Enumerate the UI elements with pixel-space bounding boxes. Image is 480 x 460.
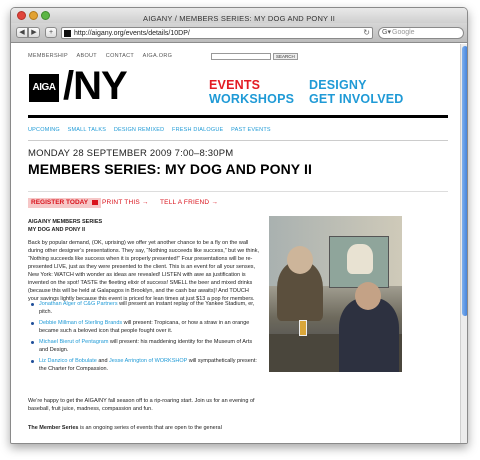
forward-button[interactable]: ▶: [28, 27, 40, 38]
menu-designy[interactable]: DESIGNY: [309, 78, 367, 92]
subnav-fresh-dialogue[interactable]: FRESH DIALOGUE: [172, 127, 224, 133]
subnav-past-events[interactable]: PAST EVENTS: [231, 127, 271, 133]
site-search-input[interactable]: [211, 53, 271, 60]
back-button[interactable]: ◀: [16, 27, 28, 38]
aiga-logo[interactable]: AIGA: [29, 74, 59, 102]
title-bar: [11, 8, 467, 23]
speaker-list: [28, 300, 260, 376]
subnav-design-remixed[interactable]: DESIGN REMIXED: [113, 127, 165, 133]
list-item: [28, 338, 260, 354]
nav-contact[interactable]: CONTACT: [105, 53, 135, 59]
register-icon: [92, 200, 98, 205]
speaker-link[interactable]: Jesse Arrington of WORKSHOP: [109, 358, 188, 364]
minimize-window-button[interactable]: [29, 11, 38, 20]
browser-window: [10, 7, 468, 444]
top-nav: [28, 53, 179, 59]
event-title: MEMBERS SERIES: MY DOG AND PONY II: [28, 161, 312, 177]
register-button[interactable]: [28, 198, 101, 208]
browser-toolbar: [11, 23, 467, 43]
window-title: AIGANY / MEMBERS SERIES: MY DOG AND PONY II: [143, 14, 335, 23]
address-bar[interactable]: [61, 27, 373, 39]
photo-person-head: [355, 282, 381, 310]
nav-about[interactable]: ABOUT: [76, 53, 97, 59]
photo-person-head: [287, 246, 313, 274]
speaker-link[interactable]: Jonathan Alger of C&G Partners: [39, 301, 118, 307]
scrollbar-thumb[interactable]: [462, 46, 468, 316]
event-date: MONDAY 28 SEPTEMBER 2009 7:00–8:30PM: [28, 148, 234, 159]
search-placeholder: Google: [392, 29, 415, 36]
intro-paragraph: Back by popular demand, (OK, uprising) we offer yet another chance to be a fly on the wall during other designer’s presentations. They say, “Nothing succeeds like success,” but we think, “Nothing succeeds like success when it is properly presented!” Four presentations will be re-presented LIVE, just as they were presented to the client. This is an event for all your senses, New York: WATCH with wonder as ideas are revealed! LISTEN with awe as justification is invented on the spot! TASTE the fleeting elixir of success! SMELL the beer and mixed drinks (because this will be held at Galapagos in Brooklyn, and the cash bar awaits)! And TOUCH your savings lightly because this event is priced for lean times at just $13 a pop for members.: [28, 240, 260, 302]
search-engine-icon[interactable]: G▾: [382, 29, 391, 36]
favicon-icon: [64, 30, 71, 37]
menu-events[interactable]: EVENTS: [209, 78, 261, 92]
list-item: [28, 319, 260, 335]
print-link[interactable]: PRINT THIS →: [102, 199, 149, 206]
add-bookmark-button[interactable]: +: [45, 27, 57, 38]
members-series-label: The Member Series: [28, 425, 79, 431]
speaker-text: will present an instant replay of the Yankee Stadium, er, pitch.: [39, 301, 255, 315]
members-series-paragraph: [28, 424, 260, 432]
vertical-scrollbar[interactable]: [460, 44, 468, 444]
zoom-window-button[interactable]: [41, 11, 50, 20]
nav-aiga-org[interactable]: AIGA.ORG: [142, 53, 173, 59]
menu-workshops[interactable]: WORKSHOPS: [209, 92, 295, 106]
register-label: REGISTER TODAY: [31, 199, 88, 206]
tell-friend-link[interactable]: TELL A FRIEND →: [160, 199, 219, 206]
header-rule: [28, 115, 448, 118]
subnav-rule: [28, 140, 448, 141]
photo-glass: [299, 320, 307, 336]
speaker-link[interactable]: Michael Bierut of Pentagram: [39, 339, 109, 345]
close-window-button[interactable]: [17, 11, 26, 20]
title-rule: [28, 191, 448, 192]
page-viewport: [11, 44, 468, 444]
browser-search-field[interactable]: [378, 27, 464, 39]
subtitle-label: MY DOG AND PONY II: [28, 227, 86, 233]
menu-get-involved[interactable]: GET INVOLVED: [309, 92, 404, 106]
speaker-text: will present: his maddening identity for the Museum of Arts and Design.: [39, 339, 253, 353]
subnav-upcoming[interactable]: UPCOMING: [28, 127, 60, 133]
speaker-text: will present: Tropicana, or how a straw in an orange became such a beloved icon that people fought over it.: [39, 320, 250, 334]
list-item: [28, 357, 260, 373]
series-label: AIGA/NY MEMBERS SERIES: [28, 219, 103, 225]
speaker-link[interactable]: Debbie Millman of Sterling Brands: [39, 320, 123, 326]
site-search-button[interactable]: SEARCH: [273, 53, 298, 60]
nav-membership[interactable]: MEMBERSHIP: [28, 53, 68, 59]
url-text[interactable]: http://aigany.org/events/details/10DP/: [74, 30, 190, 37]
speaker-text: will sympathetically present: the Charter for Compassion.: [39, 358, 257, 372]
events-subnav: [28, 127, 277, 133]
members-series-text: is an ongoing series of events that are open to the general: [78, 425, 222, 431]
speaker-link[interactable]: Liz Danzico of Bobulate: [39, 358, 97, 364]
list-item: [28, 300, 260, 316]
speaker-connector: and: [96, 358, 110, 364]
photo-dog: [347, 244, 373, 274]
subnav-small-talks[interactable]: SMALL TALKS: [67, 127, 107, 133]
event-photo: [269, 216, 402, 372]
closing-paragraph: We’re happy to get the AIGA/NY fall season off to a rip-roaring start. Join us for an evening of baseball, fruit juice, madness, compassion and fun.: [28, 398, 255, 412]
reload-icon[interactable]: ↻: [363, 28, 370, 37]
ny-logo-text[interactable]: /NY: [63, 64, 127, 108]
event-description: [28, 218, 260, 303]
